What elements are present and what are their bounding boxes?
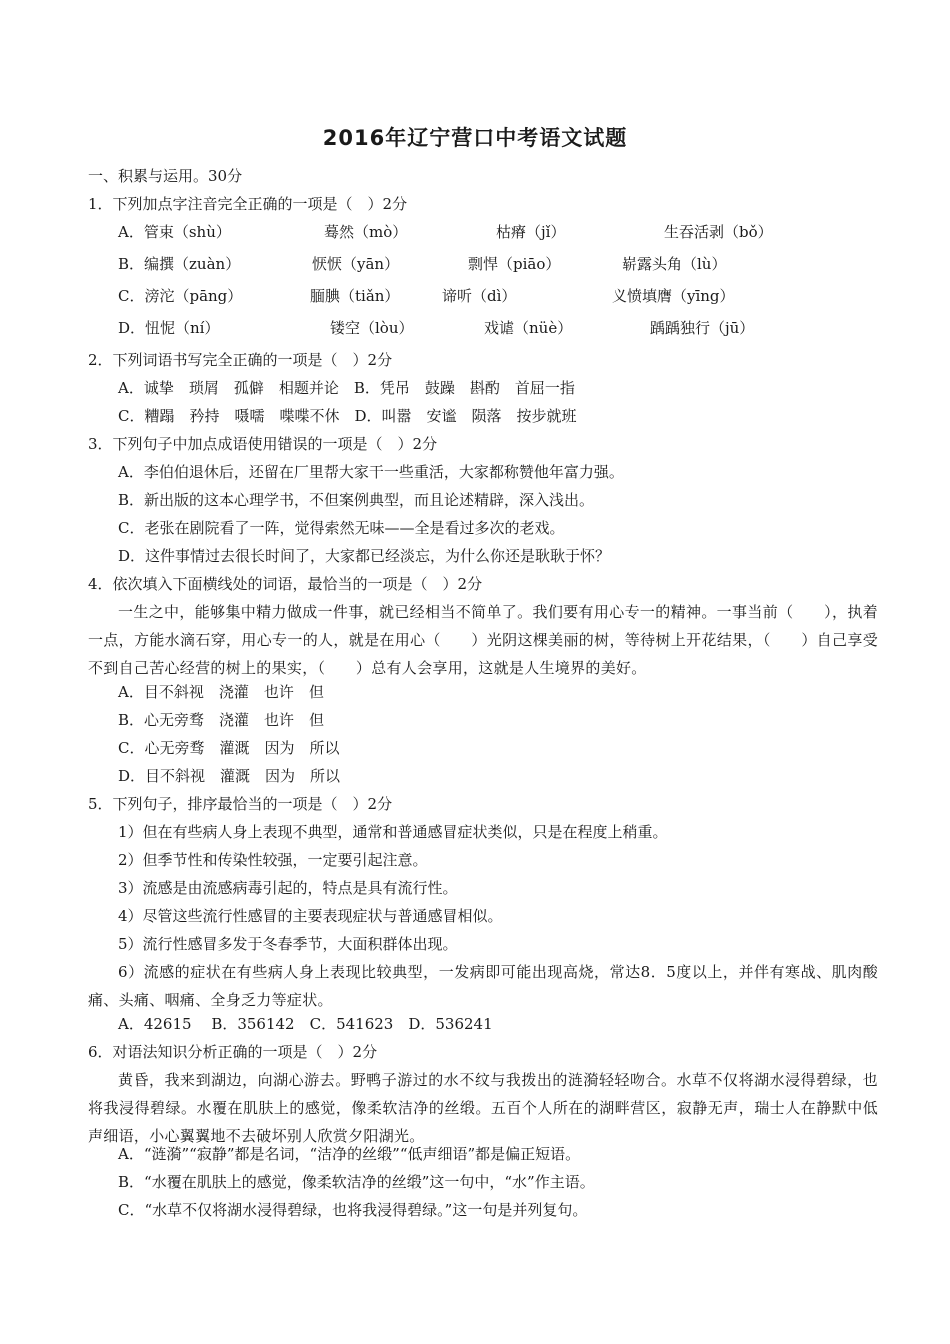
q3-option-a: A．李伯伯退休后，还留在厂里帮大家干一些重活，大家都称赞他年富力强。 <box>118 463 624 481</box>
q4-passage: 一生之中，能够集中精力做成一件事，就已经相当不简单了。我们要有用心专一的精神。一事当前（ ），执着一点，方能水滴石穿，用心专一的人，就是在用心（ ）光阴这棵美丽的树，等待树上开花结果，（ ）自己享受不到自己苦心经营的树上的果实，（ ）总有人会享用，这就是人生境界的美好。 <box>88 603 878 677</box>
q4-option-b: B．心无旁骛 浇灌 也许 但 <box>118 711 325 729</box>
question-2-stem: 2．下列词语书写完全正确的一项是（ ）2分 <box>88 351 393 369</box>
q4-option-c: C．心无旁骛 灌溉 因为 所以 <box>118 739 340 757</box>
page-title: 2016年辽宁营口中考语文试题 <box>322 126 628 150</box>
q1-option-b-item3: 剽悍（piāo） <box>468 255 561 273</box>
q4-option-a: A．目不斜视 浇灌 也许 但 <box>118 683 324 701</box>
q5-options: A．42615 B．356142 C．541623 D．536241 <box>118 1015 493 1033</box>
q3-option-d: D．这件事情过去很长时间了，大家都已经淡忘，为什么你还是耿耿于怀？ <box>118 547 611 565</box>
q1-option-b-item1: B．编撰（zuàn） <box>118 255 241 273</box>
q1-option-d-item3: 戏谑（nüè） <box>484 319 573 337</box>
q5-sentence-3: 3）流感是由流感病毒引起的，特点是具有流行性。 <box>118 879 458 897</box>
q4-option-d: D．目不斜视 灌溉 因为 所以 <box>118 767 341 785</box>
q6-passage: 黄昏，我来到湖边，向湖心游去。野鸭子游过的水不纹与我拨出的涟漪轻轻吻合。水草不仅将湖水浸得碧绿，也将我浸得碧绿。水覆在肌肤上的感觉，像柔软洁净的丝缎。五百个人所在的湖畔营区，寂静无声，瑞士人在静默中低声细语，小心翼翼地不去破坏别人欣赏夕阳湖光。 <box>88 1071 878 1145</box>
q3-option-b: B．新出版的这本心理学书，不但案例典型，而且论述精辟，深入浅出。 <box>118 491 595 509</box>
q1-option-c-item2: 腼腆（tiǎn） <box>310 287 400 305</box>
q1-option-a-item1: A．管束（shù） <box>118 223 231 241</box>
q5-sentence-5: 5）流行性感冒多发于冬春季节，大面积群体出现。 <box>118 935 458 953</box>
q1-option-a-item4: 生吞活剥（bǒ） <box>664 223 773 241</box>
q6-option-a: A．“涟漪”“寂静”都是名词，“洁净的丝缎”“低声细语”都是偏正短语。 <box>118 1145 581 1163</box>
question-3-stem: 3．下列句子中加点成语使用错误的一项是（ ）2分 <box>88 435 438 453</box>
q1-option-c-item3: 谛听（dì） <box>442 287 517 305</box>
question-4-stem: 4．依次填入下面横线处的词语，最恰当的一项是（ ）2分 <box>88 575 483 593</box>
section-heading: 一、积累与运用。30分 <box>88 167 243 185</box>
q5-sentence-6: 6）流感的症状在有些病人身上表现比较典型，一发病即可能出现高烧，常达8．5度以上，并伴有寒战、肌肉酸痛、头痛、咽痛、全身乏力等症状。 <box>88 963 878 1009</box>
q1-option-a-item2: 蓦然（mò） <box>324 223 408 241</box>
q5-sentence-4: 4）尽管这些流行性感冒的主要表现症状与普通感冒相似。 <box>118 907 503 925</box>
q6-option-b: B．“水覆在肌肤上的感觉，像柔软洁净的丝缎”这一句中，“水”作主语。 <box>118 1173 595 1191</box>
question-6-stem: 6．对语法知识分析正确的一项是（ ）2分 <box>88 1043 378 1061</box>
q1-option-c-item1: C．滂沱（pāng） <box>118 287 243 305</box>
q5-sentence-1: 1）但在有些病人身上表现不典型，通常和普通感冒症状类似，只是在程度上稍重。 <box>118 823 668 841</box>
question-1-stem: 1．下列加点字注音完全正确的一项是（ ）2分 <box>88 195 408 213</box>
q1-option-b-item2: 恹恹（yān） <box>312 255 400 273</box>
q2-options-ab: A．诚挚 琐屑 孤僻 相题并论 B．凭吊 鼓躁 斟酌 首屈一指 <box>118 379 575 397</box>
q6-option-c: C．“水草不仅将湖水浸得碧绿，也将我浸得碧绿。”这一句是并列复句。 <box>118 1201 588 1219</box>
q5-sentence-2: 2）但季节性和传染性较强，一定要引起注意。 <box>118 851 428 869</box>
q1-option-d-item4: 踽踽独行（jū） <box>650 319 755 337</box>
q2-options-cd: C．糟蹋 矜持 嗫嚅 喋喋不休 D．叫嚣 安谧 陨落 按步就班 <box>118 407 577 425</box>
q1-option-a-item3: 枯瘠（jǐ） <box>496 223 566 241</box>
question-5-stem: 5．下列句子，排序最恰当的一项是（ ）2分 <box>88 795 393 813</box>
q3-option-c: C．老张在剧院看了一阵，觉得索然无味——全是看过多次的老戏。 <box>118 519 565 537</box>
q1-option-d-item1: D．忸怩（ní） <box>118 319 220 337</box>
q1-option-b-item4: 崭露头角（lù） <box>622 255 727 273</box>
q1-option-d-item2: 镂空（lòu） <box>330 319 414 337</box>
q1-option-c-item4: 义愤填膺（yīng） <box>612 287 735 305</box>
